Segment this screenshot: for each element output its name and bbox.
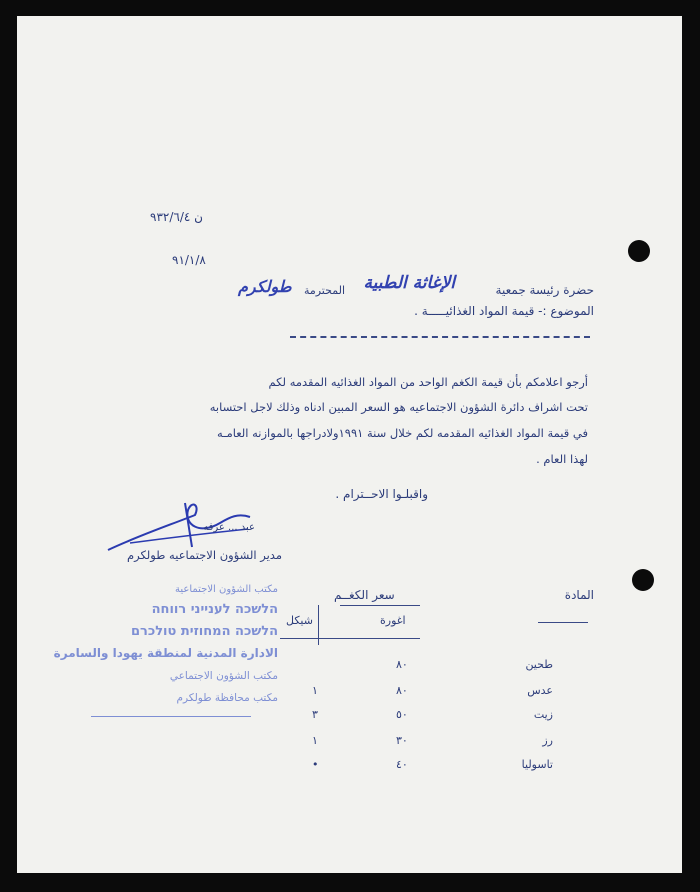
table-cell-agora: ٥٠ [396, 708, 408, 721]
stamp-line: الادارة المدنية لمنطقة يهودا والسامرة [53, 646, 278, 660]
table-cell-item: طحين [525, 658, 553, 671]
punch-hole [632, 569, 654, 591]
table-cell-shekel: ٣ [312, 708, 318, 721]
stamp-line: مكتب الشؤون الاجتماعية [174, 584, 278, 595]
addressee-title: المحترمة [303, 284, 345, 297]
table-row [0, 708, 665, 728]
table-cell-agora: ٤٠ [396, 758, 408, 771]
stamp-line: הלשכה המחוזית טולכרם [130, 624, 278, 639]
table-cell-item: عدس [527, 684, 553, 697]
table-cell-shekel: ١ [312, 734, 318, 747]
table-cell-item: رز [542, 734, 553, 747]
addressee-label: حضرة رئيسة جمعية [495, 283, 594, 297]
table-cell-item: زيت [533, 708, 553, 721]
stamp-line: مكتب الشؤون الاجتماعي [169, 670, 278, 682]
body-line: تحت اشراف دائرة الشؤون الاجتماعيه هو السعر المبين ادناه وذلك لاجل احتسابه [209, 400, 588, 414]
table-cell-shekel: • [312, 758, 319, 771]
body-line: أرجو اعلامكم بأن قيمة الكغم الواحد من المواد الغذائيه المقدمه لكم [268, 375, 588, 389]
stamp-line: הלשכה לענייני רווחה [151, 602, 278, 617]
reference-number: ن ٩٣٢/٦/٤ [150, 210, 203, 224]
handwritten-addressee: الإغاثة الطبية [363, 273, 455, 293]
punch-hole [628, 240, 650, 262]
body-line: لهذا العام . [536, 452, 588, 466]
table-header-price: سعر الكغــم [334, 588, 395, 602]
closing-line: واقبلـوا الاحــترام . [335, 487, 428, 501]
table-row [0, 734, 665, 754]
divider-dashed [290, 336, 590, 338]
table-row [0, 658, 665, 678]
table-column-rule [318, 605, 319, 645]
table-header-shekel: شيكل [286, 614, 313, 627]
table-header-agora: اغورة [380, 614, 406, 627]
table-header-rule [538, 622, 588, 623]
handwritten-place: طولكرم [238, 277, 292, 296]
signatory-name: عبد ... عرفه [203, 522, 255, 533]
stamp-line: مكتب محافظة طولكرم [176, 692, 278, 704]
table-header-rule [340, 605, 420, 606]
table-cell-item: تاسوليا [521, 758, 553, 771]
table-cell-agora: ٣٠ [396, 734, 408, 747]
table-cell-shekel: ١ [312, 684, 318, 697]
table-row [0, 684, 665, 704]
signatory-title: مدير الشؤون الاجتماعيه طولكرم [126, 548, 282, 562]
subject-line: الموضوع :- قيمة المواد الغذائيـــــة . [414, 304, 594, 318]
table-header-item: المادة [564, 588, 594, 602]
body-line: في قيمة المواد الغذائيه المقدمه لكم خلال سنة ١٩٩١ولادراجها بالموازنه العامـه [217, 426, 588, 440]
table-row [0, 758, 665, 778]
letter-date: ٩١/١/٨ [172, 253, 206, 267]
table-cell-agora: ٨٠ [396, 658, 408, 671]
table-cell-agora: ٨٠ [396, 684, 408, 697]
table-header-rule [280, 638, 420, 639]
